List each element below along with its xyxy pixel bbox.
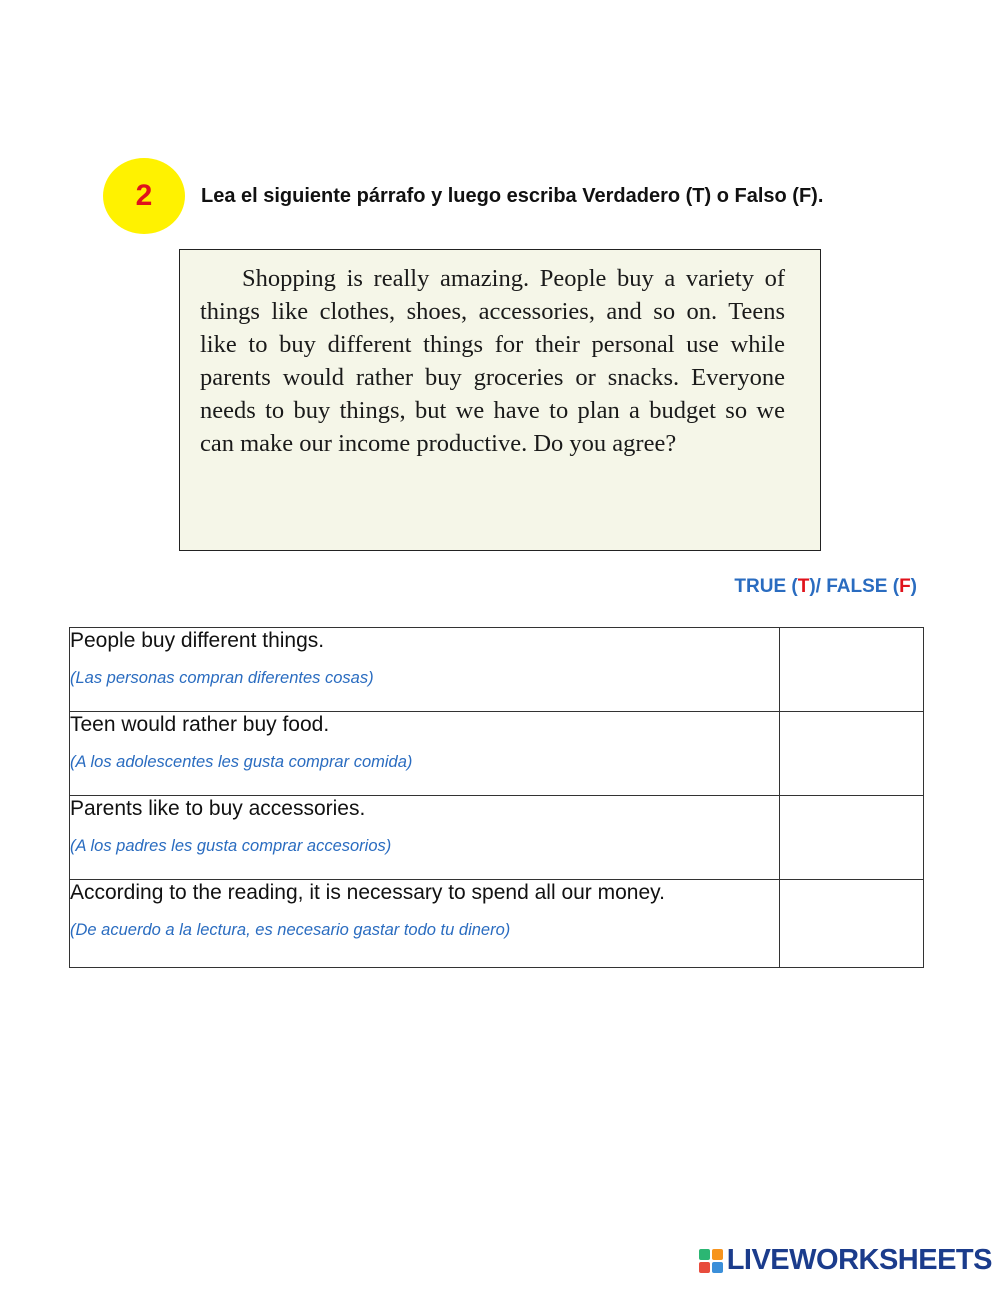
reading-passage: [179, 249, 821, 551]
true-false-label: [734, 576, 917, 598]
statement-spanish: (A los adolescentes les gusta comprar comida): [70, 753, 413, 771]
statement-cell: [70, 796, 780, 880]
liveworksheets-logo-icon: [699, 1249, 723, 1273]
statement-spanish: (De acuerdo a la lectura, es necesario gastar todo tu dinero): [70, 921, 511, 939]
true-suffix: )/ FALSE (: [809, 576, 900, 597]
statement-cell: [70, 880, 780, 968]
liveworksheets-logo: [699, 1244, 992, 1277]
table-row: [70, 796, 924, 880]
logo-text: LIVEWORKSHEETS: [726, 1244, 992, 1276]
statement-spanish: (A los padres les gusta comprar accesorios): [70, 837, 392, 855]
answer-cell[interactable]: [780, 880, 924, 968]
statement-english: According to the reading, it is necessary to spend all our money.: [70, 881, 665, 904]
answer-cell[interactable]: [780, 712, 924, 796]
true-false-table: [69, 627, 924, 968]
logo-square-icon: [712, 1262, 723, 1273]
answer-cell[interactable]: [780, 796, 924, 880]
statement-cell: [70, 712, 780, 796]
logo-square-icon: [699, 1262, 710, 1273]
false-suffix: ): [910, 576, 917, 597]
passage-text: Shopping is really amazing. People buy a variety of things like clothes, shoes, accessories, and so on. Teens like to buy different things for their personal use while parents would rather buy groceries or snacks. Everyone needs to buy things, but we have to plan a budget so we can make our income productive. Do you agree?: [200, 265, 785, 457]
logo-square-icon: [712, 1249, 723, 1260]
exercise-instruction: Lea el siguiente párrafo y luego escriba Verdadero (T) o Falso (F).: [201, 185, 824, 207]
false-letter: F: [899, 576, 911, 597]
statement-english: Parents like to buy accessories.: [70, 797, 366, 820]
table-row: [70, 880, 924, 968]
true-prefix: TRUE (: [734, 576, 798, 597]
logo-square-icon: [699, 1249, 710, 1260]
table-row: [70, 712, 924, 796]
true-letter: T: [797, 576, 810, 597]
table-row: [70, 628, 924, 712]
statement-spanish: (Las personas compran diferentes cosas): [70, 669, 374, 687]
exercise-number-badge: [103, 158, 185, 234]
exercise-number: 2: [135, 179, 153, 212]
statement-english: Teen would rather buy food.: [70, 713, 330, 736]
statement-english: People buy different things.: [70, 629, 325, 652]
answer-cell[interactable]: [780, 628, 924, 712]
statement-cell: [70, 628, 780, 712]
